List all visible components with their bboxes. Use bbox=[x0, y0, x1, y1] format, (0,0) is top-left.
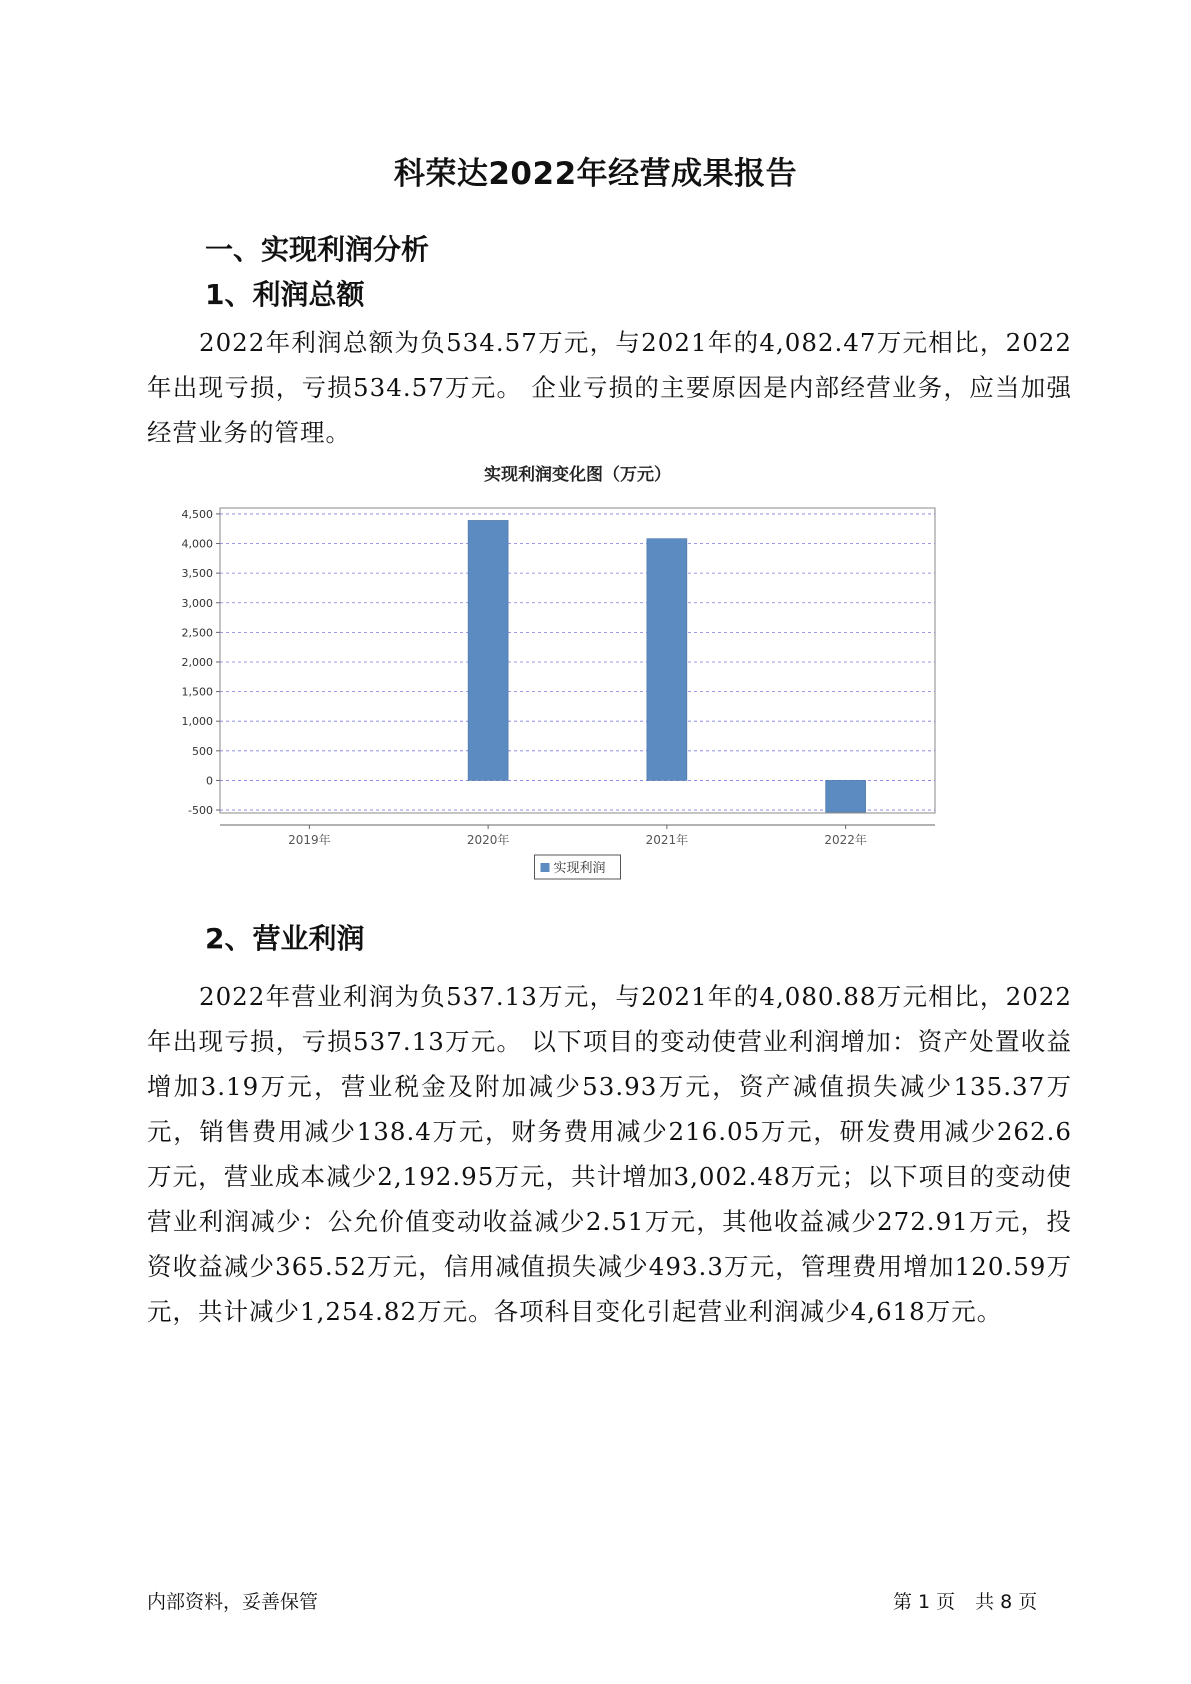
bar-2022年 bbox=[826, 780, 866, 812]
y-tick-label: 1,000 bbox=[181, 715, 213, 729]
paragraph-total-profit: 2022年利润总额为负534.57万元，与2021年的4,082.47万元相比，2022年出现亏损，亏损534.57万元。 企业亏损的主要原因是内部经营业务，应当加强经营业务的管理。 bbox=[147, 328, 1072, 447]
x-tick-label: 2022年 bbox=[824, 833, 867, 847]
section-heading-profit-analysis: 一、实现利润分析 bbox=[205, 233, 430, 266]
y-tick-label: 1,500 bbox=[181, 685, 213, 699]
y-tick-label: 4,500 bbox=[181, 507, 213, 521]
y-tick-label: 2,500 bbox=[181, 626, 213, 640]
total-prefix: 共 bbox=[975, 1591, 995, 1613]
chart-title: 实现利润变化图（万元） bbox=[484, 465, 671, 485]
profit-chart-svg bbox=[150, 465, 1030, 950]
y-tick-label: -500 bbox=[188, 804, 213, 818]
y-tick-label: 500 bbox=[192, 744, 213, 758]
paragraph-operating-profit: 2022年营业利润为负537.13万元，与2021年的4,080.88万元相比，2022年出现亏损，亏损537.13万元。 以下项目的变动使营业利润增加：资产处置收益增加3.19万元，营业税金及附加减少53.93万元，资产减值损失减少135.37万元，销售费用减少138.4万元，财务费用减少216.05万元，研发费用减少262.6万元，营业成本减少2,192.95万元，共计增加3,002.48万元；以下项目的变动使营业利润减少：公允价值变动收益减少2.51万元，其他收益减少272.91万元，投资收益减少365.52万元，信用减值损失减少493.3万元，管理费用增加120.59万元，共计减少1,254.82万元。各项科目变化引起营业利润减少4,618万元。 bbox=[147, 982, 1072, 1326]
total-suffix: 页 bbox=[1018, 1591, 1038, 1613]
y-tick-label: 3,000 bbox=[181, 596, 213, 610]
y-tick-label: 4,000 bbox=[181, 537, 213, 551]
x-tick-label: 2021年 bbox=[645, 833, 689, 847]
page-prefix: 第 bbox=[893, 1591, 913, 1613]
footer-confidential-note: 内部资料，妥善保管 bbox=[147, 1591, 319, 1613]
y-tick-label: 0 bbox=[206, 774, 213, 788]
y-tick-label: 2,000 bbox=[181, 655, 213, 669]
page-suffix: 页 bbox=[936, 1591, 956, 1613]
total-pages: 8 bbox=[1000, 1591, 1013, 1613]
legend-swatch bbox=[541, 863, 550, 872]
report-title: 科荣达2022年经营成果报告 bbox=[393, 156, 798, 192]
legend-label: 实现利润 bbox=[553, 861, 606, 876]
plot-area bbox=[220, 508, 935, 813]
bar-2020年 bbox=[468, 520, 508, 780]
y-tick-label: 3,500 bbox=[181, 567, 213, 581]
profit-chart bbox=[150, 465, 1030, 950]
x-tick-label: 2020年 bbox=[466, 833, 510, 847]
subheading-operating-profit: 2、营业利润 bbox=[205, 922, 365, 955]
x-tick-label: 2019年 bbox=[288, 833, 331, 847]
bar-2021年 bbox=[647, 539, 687, 781]
subheading-total-profit: 1、利润总额 bbox=[205, 278, 365, 311]
page-number: 1 bbox=[918, 1591, 931, 1613]
footer-page-info bbox=[893, 1587, 1043, 1614]
